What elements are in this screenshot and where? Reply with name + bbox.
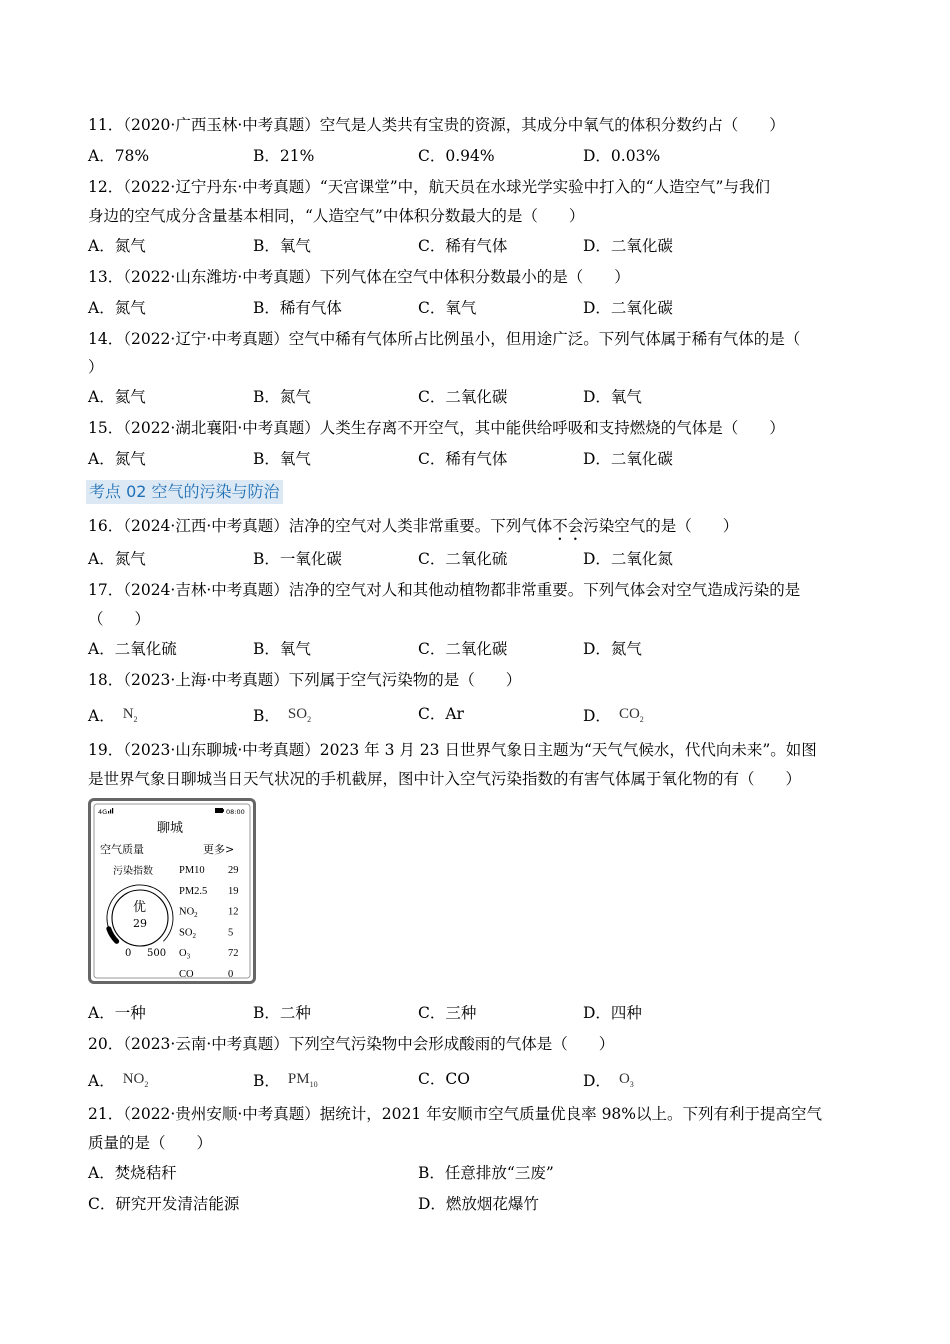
option-c[interactable]: C．稀有气体: [418, 237, 508, 255]
option-a[interactable]: A．二氧化硫: [88, 640, 177, 658]
chemical-formula: [123, 706, 138, 722]
option-d[interactable]: D．二氧化碳: [583, 450, 673, 468]
formula-subscript: 10: [309, 1080, 318, 1089]
option-a[interactable]: A．氮气: [88, 299, 146, 317]
formula-subscript: 2: [307, 715, 312, 724]
question-16-options: [88, 548, 868, 570]
question-13-options: [88, 297, 868, 319]
question-12-stem-line2: 身边的空气成分含量基本相同，“人造空气”中体积分数最大的是（ ）: [88, 207, 585, 225]
formula-base: O: [618, 1071, 630, 1087]
pollutant-name: CO: [179, 969, 194, 980]
question-15-options: [88, 448, 868, 470]
formula-subscript: 2: [639, 715, 644, 724]
chemical-formula: [619, 706, 644, 722]
question-12-stem-line1: 12．（2022·辽宁丹东·中考真题）“天宫课堂”中，航天员在水球光学实验中打入的“人造空气”与我们: [88, 178, 770, 196]
option-b[interactable]: [253, 1068, 318, 1096]
gauge-max-label: 500: [147, 948, 167, 959]
question-11-options: [88, 145, 868, 167]
question-18-options: [88, 703, 868, 725]
pollutant-value: 0: [228, 969, 234, 980]
question-21-options-row2: [88, 1193, 868, 1215]
option-b[interactable]: B．氮气: [253, 388, 311, 406]
signal-icon: [108, 808, 113, 814]
question-16-stem: [88, 515, 868, 544]
chemical-formula: [288, 706, 311, 722]
question-17-stem-line2: （ ）: [88, 610, 151, 628]
pollutant-value: 19: [228, 885, 239, 897]
option-label: C．CO: [418, 1070, 470, 1088]
option-c[interactable]: C．二氧化碳: [418, 640, 508, 658]
more-link[interactable]: 更多>: [203, 843, 235, 856]
chemical-formula: [123, 1071, 149, 1087]
formula-base: CO: [618, 706, 640, 722]
option-a[interactable]: A．氮气: [88, 450, 146, 468]
option-a[interactable]: [88, 703, 138, 731]
formula-subscript: 2: [133, 715, 138, 724]
pollutant-value: 12: [228, 906, 239, 918]
option-a[interactable]: A．氮气: [88, 550, 146, 568]
pollutant-value: 29: [228, 865, 239, 876]
option-a[interactable]: A．氦气: [88, 388, 146, 406]
pollutant-name: PM10: [179, 865, 205, 876]
option-c[interactable]: C．研究开发清洁能源: [88, 1195, 240, 1213]
question-15-stem: 15．（2022·湖北襄阳·中考真题）人类生存离不开空气，其中能供给呼吸和支持燃烧的气体是（ ）: [88, 419, 785, 437]
question-19-options: [88, 1002, 868, 1024]
phone-screen: [91, 801, 253, 981]
option-a[interactable]: A．78%: [88, 147, 150, 165]
pollution-index-label: 污染指数: [113, 866, 153, 877]
city-name: 聊城: [157, 821, 184, 836]
option-label: D．: [583, 1072, 611, 1090]
question-21-stem-line1: 21．（2022·贵州安顺·中考真题）据统计，2021 年安顺市空气质量优良率 98%以上。下列有利于提高空气: [88, 1105, 823, 1123]
option-d[interactable]: [583, 703, 644, 731]
option-d[interactable]: D．氮气: [583, 640, 642, 658]
option-d[interactable]: D．燃放烟花爆竹: [418, 1195, 539, 1213]
formula-base: N: [122, 706, 134, 722]
pollutant-value: 5: [228, 927, 234, 939]
option-c[interactable]: C．0.94%: [418, 147, 495, 165]
chemical-formula: [619, 1071, 634, 1087]
option-label: A．: [88, 707, 115, 725]
option-a[interactable]: [88, 1068, 148, 1096]
battery-icon: [215, 808, 224, 813]
stem-emphasis: 不会: [552, 517, 584, 535]
formula-base: NO: [122, 1071, 145, 1087]
question-19-stem-line2: 是世界气象日聊城当日天气状况的手机截屏，图中计入空气污染指数的有害气体属于氧化物的有（ ）: [88, 770, 802, 788]
option-d[interactable]: [583, 1068, 634, 1096]
section-heading: 考点 02 空气的污染与防治: [86, 480, 283, 504]
gauge-min-label: 0: [125, 948, 132, 959]
option-b[interactable]: B．二种: [253, 1004, 311, 1022]
pollution-index-value: 29: [133, 917, 147, 930]
option-c[interactable]: C．三种: [418, 1004, 477, 1022]
question-14-stem-line1: 14．（2022·辽宁·中考真题）空气中稀有气体所占比例虽小，但用途广泛。下列气体属于稀有气体的是（: [88, 330, 801, 348]
option-label: C．Ar: [418, 705, 464, 723]
formula-subscript: 3: [629, 1080, 634, 1089]
pollutant-table: [179, 865, 239, 980]
pollutant-subscript: 2: [192, 931, 196, 940]
pollutant-name: $SO_2$: [179, 927, 196, 940]
option-c[interactable]: [418, 703, 464, 725]
question-11-stem: 11．（2020·广西玉林·中考真题）空气是人类共有宝贵的资源，其成分中氧气的体积分数约占（ ）: [88, 116, 785, 134]
formula-base: PM: [287, 1071, 310, 1087]
signal-text: 4G: [98, 808, 108, 816]
pollutant-value: 72: [228, 948, 239, 960]
option-b[interactable]: B．任意排放“三废”: [418, 1164, 554, 1182]
chemical-formula: [288, 1071, 318, 1087]
option-b[interactable]: B．21%: [253, 147, 315, 165]
air-quality-label: 空气质量: [100, 843, 144, 856]
option-c[interactable]: C．稀有气体: [418, 450, 508, 468]
option-d[interactable]: D．四种: [583, 1004, 642, 1022]
option-c[interactable]: C．二氧化碳: [418, 388, 508, 406]
question-21-stem-line2: 质量的是（ ）: [88, 1134, 213, 1152]
formula-base: SO: [287, 706, 308, 722]
option-d[interactable]: D．氧气: [583, 388, 642, 406]
question-19-stem-line1: 19．（2023·山东聊城·中考真题）2023 年 3 月 23 日世界气象日主题为“天气气候水，代代向未来”。如图: [88, 741, 817, 759]
pollutant-subscript: 2: [194, 911, 198, 920]
question-20-options: [88, 1068, 868, 1090]
question-18-stem: 18．（2023·上海·中考真题）下列属于空气污染物的是（ ）: [88, 671, 522, 689]
question-17-stem-line1: 17．（2024·吉林·中考真题）洁净的空气对人和其他动植物都非常重要。下列气体会对空气造成污染的是: [88, 581, 801, 599]
option-d[interactable]: D．二氧化碳: [583, 299, 673, 317]
option-b[interactable]: B．氧气: [253, 237, 311, 255]
option-c[interactable]: C．氧气: [418, 299, 477, 317]
question-14-options: [88, 386, 868, 408]
pollutant-subscript: 3: [186, 952, 191, 961]
stem-text: 污染空气的是（ ）: [583, 517, 739, 535]
option-d[interactable]: D．二氧化碳: [583, 237, 673, 255]
option-c[interactable]: [418, 1068, 470, 1090]
option-a[interactable]: A．一种: [88, 1004, 146, 1022]
question-17-options: [88, 638, 868, 660]
option-c[interactable]: C．二氧化硫: [418, 550, 508, 568]
pollutant-name: PM2.5: [179, 885, 208, 897]
option-b[interactable]: [253, 703, 311, 731]
option-label: B．: [253, 1072, 280, 1090]
option-label: A．: [88, 1072, 115, 1090]
option-label: D．: [583, 707, 611, 725]
clock-time: 08:00: [226, 808, 245, 816]
option-b[interactable]: B．氧气: [253, 450, 311, 468]
air-quality-grade: 优: [133, 900, 147, 915]
option-d[interactable]: D．二氧化氮: [583, 550, 673, 568]
option-b[interactable]: B．一氧化碳: [253, 550, 342, 568]
phone-screenshot-figure: [88, 798, 256, 984]
question-12-options: [88, 235, 868, 257]
formula-subscript: 2: [144, 1080, 149, 1089]
pollutant-name: $O_3$: [179, 948, 191, 961]
option-d[interactable]: D．0.03%: [583, 147, 661, 165]
option-a[interactable]: A．氮气: [88, 237, 146, 255]
stem-text: 16．（2024·江西·中考真题）洁净的空气对人类非常重要。下列气体: [88, 517, 553, 535]
question-13-stem: 13．（2022·山东潍坊·中考真题）下列气体在空气中体积分数最小的是（ ）: [88, 268, 630, 286]
pollutant-name: $NO_2$: [179, 906, 198, 920]
question-20-stem: 20．（2023·云南·中考真题）下列空气污染物中会形成酸雨的气体是（ ）: [88, 1035, 615, 1053]
question-21-options-row1: [88, 1162, 868, 1184]
option-b[interactable]: B．稀有气体: [253, 299, 342, 317]
option-a[interactable]: A．焚烧秸秆: [88, 1164, 177, 1182]
option-b[interactable]: B．氧气: [253, 640, 311, 658]
question-14-stem-line2: ）: [88, 358, 104, 376]
option-label: B．: [253, 707, 280, 725]
pollution-gauge: [107, 885, 173, 946]
